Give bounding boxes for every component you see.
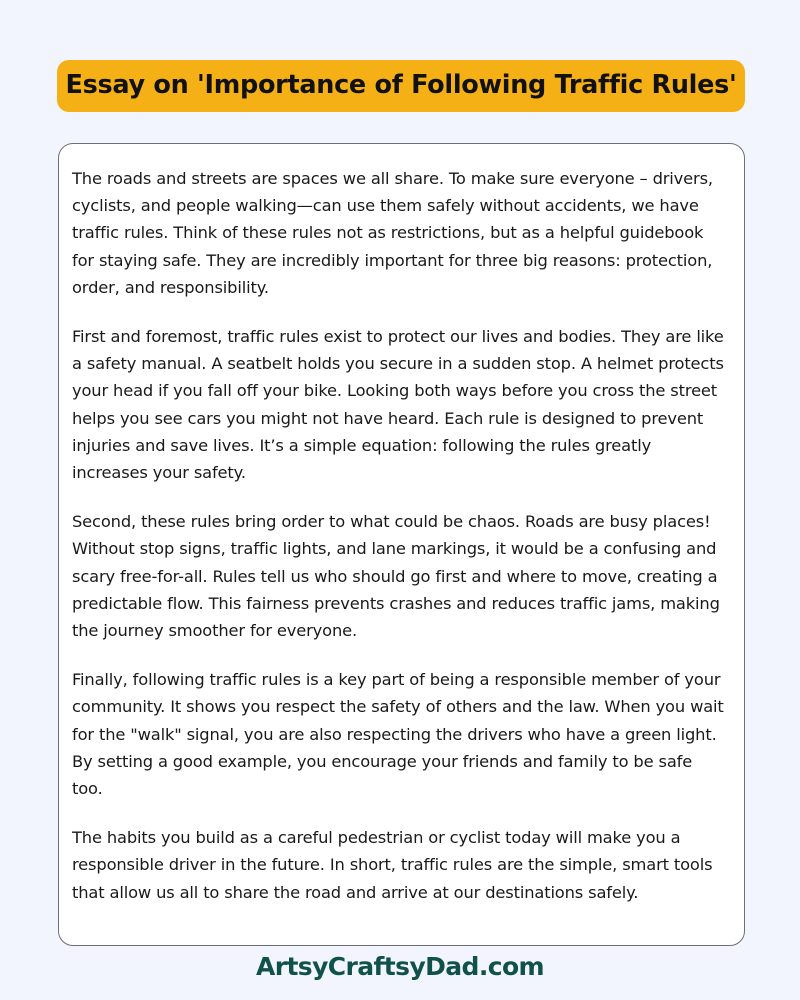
essay-title-badge bbox=[57, 60, 745, 112]
essay-paragraph: The roads and streets are spaces we all share. To make sure everyone – drivers, cyclists, and people walking—can use them safely without accidents, we have traffic rules. Think of these rules not as restrictions, but as a helpful guidebook for staying safe. They are incredibly important for three big reasons: protection, order, and responsibility. bbox=[72, 169, 713, 297]
essay-card bbox=[58, 143, 745, 946]
page-title: Essay on 'Importance of Following Traffic Rules' bbox=[65, 70, 737, 101]
essay-paragraph: Finally, following traffic rules is a key part of being a responsible member of your community. It shows you respect the safety of others and the law. When you wait for the "walk" signal, you are also respecting the drivers who have a green light. By setting a good example, you encourage your friends and family to be safe too. bbox=[72, 670, 724, 799]
essay-paragraph: First and foremost, traffic rules exist to protect our lives and bodies. They are like a safety manual. A seatbelt holds you secure in a sudden stop. A helmet protects your head if you fall off your bike. Looking both ways before you cross the street helps you see cars you might not have heard. Each rule is designed to prevent injuries and save lives. It’s a simple equation: following the rules greatly increases your safety. bbox=[72, 327, 724, 483]
essay-body bbox=[72, 165, 724, 906]
essay-paragraph: The habits you build as a careful pedestrian or cyclist today will make you a responsible driver in the future. In short, traffic rules are the simple, smart tools that allow us all to share the road and arrive at our destinations safely. bbox=[72, 828, 713, 902]
essay-paragraph: Second, these rules bring order to what could be chaos. Roads are busy places! Without stop signs, traffic lights, and lane markings, it would be a confusing and scary free-for-all. Rules tell us who should go first and where to move, creating a predictable flow. This fairness prevents crashes and reduces traffic jams, making the journey smoother for everyone. bbox=[72, 512, 720, 641]
footer-brand: ArtsyCraftsyDad.com bbox=[255, 952, 544, 981]
